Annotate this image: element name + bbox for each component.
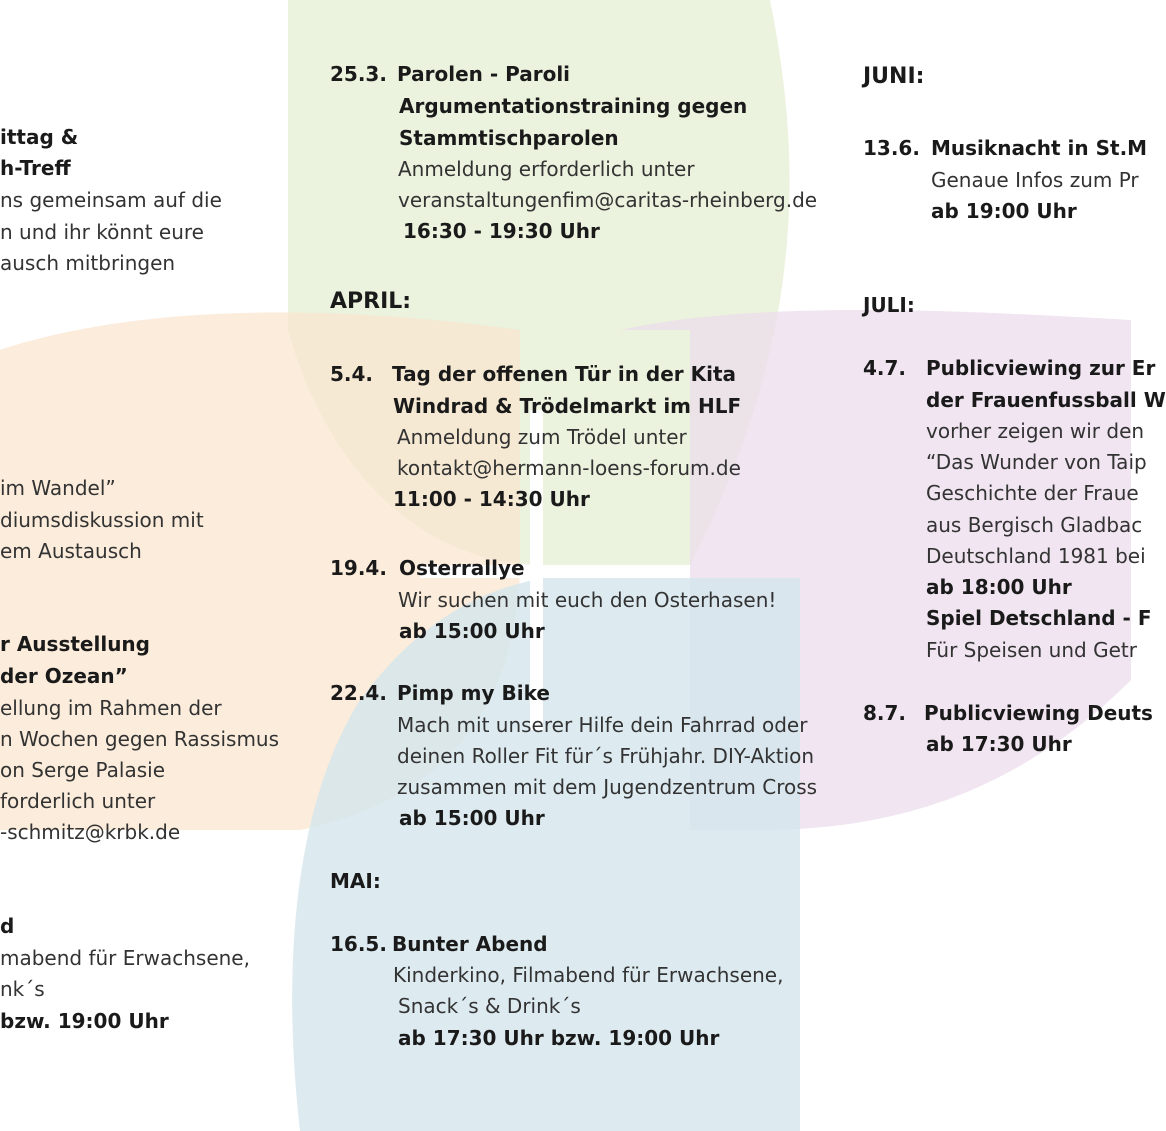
event-desc-line5: Deutschland 1981 bei: [926, 544, 1146, 568]
left-event3-desc-line2: n Wochen gegen Rassismus: [0, 727, 280, 751]
event-time: ab 17:30 Uhr: [926, 732, 1072, 756]
left-event1-title-line2: h-Treff: [0, 156, 71, 180]
event-title: Musiknacht in St.M: [931, 136, 1148, 160]
left-event1-desc-line1: ns gemeinsam auf die: [0, 188, 222, 212]
event-date: 19.4.: [330, 556, 387, 580]
left-event2-desc-line2: em Austausch: [0, 539, 142, 563]
event-date: 8.7.: [863, 701, 907, 725]
left-event1-title-line1: ittag &: [0, 125, 79, 149]
event-title: Osterrallye: [399, 556, 525, 580]
event-title: Publicviewing Deuts: [924, 701, 1153, 725]
event-title-line1: Publicviewing zur Er: [926, 356, 1156, 380]
event-time: ab 17:30 Uhr bzw. 19:00 Uhr: [398, 1026, 720, 1050]
event-desc-line1: Anmeldung zum Trödel unter: [397, 425, 687, 449]
event-desc: Genaue Infos zum Pr: [931, 168, 1139, 192]
event-date: 22.4.: [330, 681, 387, 705]
event-desc-line3: Geschichte der Fraue: [926, 481, 1139, 505]
event-desc-line2: deinen Roller Fit für´s Frühjahr. DIY-Aktion: [397, 744, 815, 768]
left-event3-title-line1: r Ausstellung: [0, 632, 150, 656]
event-title-line2: Windrad & Trödelmarkt im HLF: [393, 394, 742, 418]
event-date: 5.4.: [330, 362, 374, 386]
event-time: ab 15:00 Uhr: [399, 619, 545, 643]
event-desc-line6: Für Speisen und Getr: [926, 638, 1137, 662]
event-title-line1: Parolen - Paroli: [397, 62, 571, 86]
event-email: veranstaltungenfim@caritas-rheinberg.de: [398, 188, 818, 212]
event-desc-line2: Snack´s & Drink´s: [398, 994, 581, 1018]
event-desc-line1: Anmeldung erforderlich unter: [398, 157, 695, 181]
event-date: 25.3.: [330, 62, 387, 86]
left-event1-desc-line2: n und ihr könnt eure: [0, 220, 204, 244]
left-event2-desc-line1: diumsdiskussion mit: [0, 508, 204, 532]
event-title-line3: Stammtischparolen: [399, 126, 619, 150]
event-title-line2: der Frauenfussball W: [926, 388, 1166, 412]
month-heading-april: APRIL:: [330, 289, 412, 314]
event-title-line3: Spiel Detschland - F: [926, 606, 1152, 630]
left-event3-desc-line3: on Serge Palasie: [0, 758, 166, 782]
left-event3-desc-line1: ellung im Rahmen der: [0, 696, 222, 720]
month-heading-juli: JULI:: [863, 293, 915, 317]
event-email: kontakt@hermann-loens-forum.de: [397, 456, 741, 480]
event-desc-line3: zusammen mit dem Jugendzentrum Cross: [397, 775, 818, 799]
event-time: ab 18:00 Uhr: [926, 575, 1072, 599]
left-event4-time: bzw. 19:00 Uhr: [0, 1009, 169, 1033]
event-title: Pimp my Bike: [397, 681, 550, 705]
event-date: 16.5.: [330, 932, 387, 956]
left-event4-desc-line1: mabend für Erwachsene,: [0, 946, 250, 970]
event-desc-line4: aus Bergisch Gladbac: [926, 513, 1143, 537]
left-event4-title: d: [0, 914, 15, 938]
left-event4-desc-line2: nk´s: [0, 977, 45, 1001]
event-time: 16:30 - 19:30 Uhr: [403, 219, 600, 243]
event-desc-line2: “Das Wunder von Taip: [926, 450, 1147, 474]
left-event3-title-line2: der Ozean”: [0, 664, 128, 688]
event-desc: Wir suchen mit euch den Osterhasen!: [398, 588, 777, 612]
event-time: 11:00 - 14:30 Uhr: [393, 487, 590, 511]
left-event3-desc-line4: forderlich unter: [0, 789, 156, 813]
event-desc-line1: Mach mit unserer Hilfe dein Fahrrad oder: [397, 713, 808, 737]
event-date: 13.6.: [863, 136, 920, 160]
event-title-line1: Tag der offenen Tür in der Kita: [392, 362, 737, 386]
event-title: Bunter Abend: [392, 932, 548, 956]
month-heading-juni: JUNI:: [863, 64, 925, 89]
event-date: 4.7.: [863, 356, 907, 380]
event-time: ab 19:00 Uhr: [931, 199, 1077, 223]
left-event1-desc-line3: ausch mitbringen: [0, 251, 176, 275]
left-event2-title: im Wandel”: [0, 476, 116, 500]
left-event3-desc-line5: -schmitz@krbk.de: [0, 820, 181, 844]
event-desc-line1: vorher zeigen wir den: [926, 419, 1145, 443]
month-heading-mai: MAI:: [330, 869, 381, 893]
event-time: ab 15:00 Uhr: [399, 806, 545, 830]
event-title-line2: Argumentationstraining gegen: [399, 94, 748, 118]
event-desc-line1: Kinderkino, Filmabend für Erwachsene,: [393, 963, 784, 987]
